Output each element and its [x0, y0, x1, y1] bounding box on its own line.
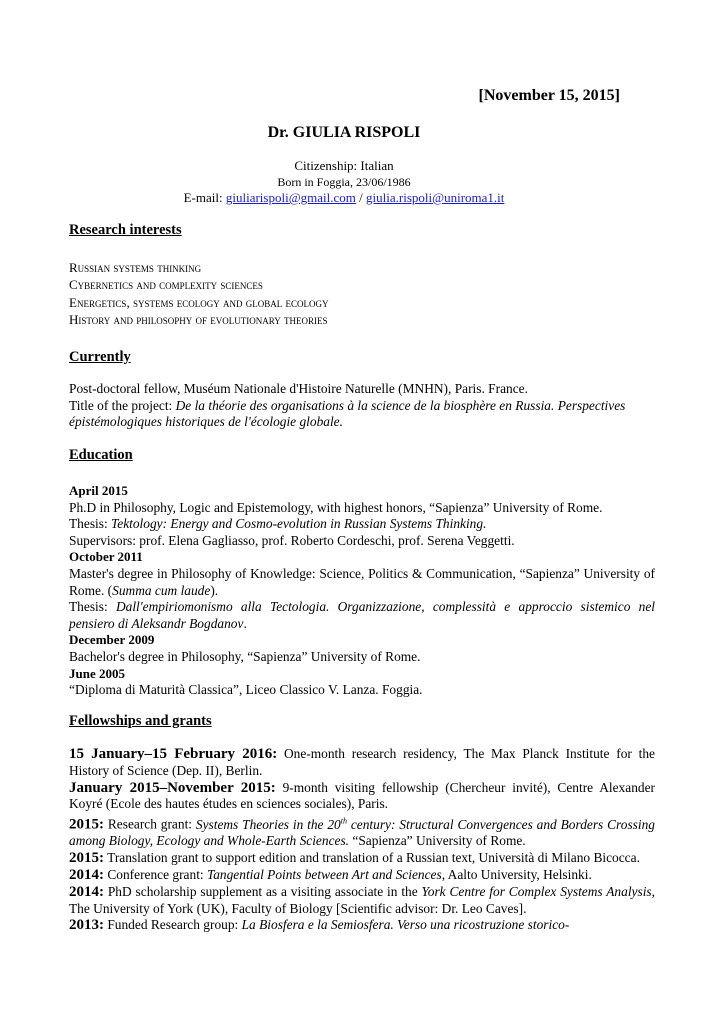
fellowships-section [69, 746, 655, 934]
fellowship-period: 2014: [69, 883, 104, 900]
fellowship-entry [69, 917, 655, 934]
research-interest-item: Russian systems thinking [69, 260, 202, 275]
fellowship-text: , Aalto University, Helsinki. [441, 867, 592, 883]
fellowship-text: Conference grant: [104, 867, 207, 883]
fellowship-entry [69, 884, 655, 918]
thesis-title: Dall'empiriomonismo alla Tectologia. Organizzazione, complessità e approccio sistemico nel pensiero di Aleksandr Bogdanov [69, 599, 656, 631]
degree-text-end: ). [210, 582, 219, 598]
email-line [69, 190, 619, 206]
person-name: Dr. GIULIA RISPOLI [267, 124, 421, 141]
thesis-title: Tektology: Energy and Cosmo-evolution in Russian Systems Thinking. [111, 516, 487, 532]
research-interests-heading: Research interests [69, 222, 182, 238]
education-date: April 2015 [69, 483, 128, 498]
research-interest-item: Energetics, systems ecology and global ecology [69, 294, 329, 310]
fellowship-text: Translation grant to support edition and translation of a Russian text, Università di Milano Bicocca. [104, 850, 640, 866]
email-label: E-mail: [183, 190, 226, 205]
fellowship-period: 2014: [69, 867, 104, 884]
fellowship-period: January 2015–November 2015: [69, 779, 276, 796]
fellowship-title-part: Systems Theories in the 20 [195, 816, 341, 832]
fellowship-title-part: century: Structural Convergences and Borders Crossing among Biology, Ecology and Whole-Earth Sciences. [69, 816, 655, 849]
fellowship-title: La Biosfera e la Semiosfera. Verso una ricostruzione storico- [241, 917, 570, 933]
current-position: Post-doctoral fellow, Muséum Nationale d'Histoire Naturelle (MNHN), Paris. France. [69, 381, 528, 396]
education-degree [69, 566, 655, 599]
education-degree: “Diploma di Maturità Classica”, Liceo Classico V. Lanza. Foggia. [69, 682, 423, 698]
education-date: October 2011 [69, 549, 143, 565]
education-date: December 2009 [69, 632, 155, 648]
project-title-text: De la théorie des organisations à la science de la biosphère en Russia. Perspectives épistémologiques historiques de l'écologie globale. [69, 397, 626, 430]
fellowship-title: York Centre for Complex Systems Analysis [421, 883, 652, 899]
fellowship-entry [69, 746, 655, 780]
education-heading: Education [69, 447, 133, 463]
fellowship-text: 9-month visiting fellowship (Chercheur invité), Centre Alexander Koyré (Ecole des hautes études en sciences sociales), Paris. [69, 779, 655, 812]
education-thesis [69, 599, 655, 632]
email-link-uniroma[interactable]: giulia.rispoli@uniroma1.it [366, 190, 505, 205]
project-title-label: Title of the project: [69, 397, 176, 413]
fellowship-text: Research grant: [104, 816, 196, 832]
degree-text: Master's degree in Philosophy of Knowledge: Science, Politics & Communication, “Sapienza” University of Rome. ( [69, 565, 655, 598]
fellowship-entry [69, 780, 655, 814]
fellowship-text: “Sapienza” University of Rome. [349, 833, 526, 849]
research-interest-item: Cybernetics and complexity sciences [69, 277, 263, 293]
project-title [69, 398, 655, 431]
email-separator: / [355, 190, 367, 205]
fellowship-period: 2015: [69, 850, 104, 867]
fellowship-text: One-month research residency, The Max Planck Institute for the History of Science (Dep. II), Berlin. [69, 746, 655, 778]
currently-heading: Currently [69, 349, 131, 365]
citizenship-text: Citizenship: Italian [294, 158, 394, 173]
fellowship-period: 2015: [69, 816, 104, 833]
education-degree: Bachelor's degree in Philosophy, “Sapienza” University of Rome. [69, 648, 421, 664]
fellowships-heading: Fellowships and grants [69, 713, 212, 729]
document-date: [November 15, 2015] [478, 87, 620, 104]
thesis-label: Thesis: [69, 599, 116, 615]
education-degree: Ph.D in Philosophy, Logic and Epistemology, with highest honors, “Sapienza” University of Rome. [69, 499, 603, 515]
fellowship-entry [69, 813, 655, 850]
research-interests-list [69, 259, 328, 328]
fellowship-entry [69, 850, 655, 867]
research-interest-item: History and philosophy of evolutionary theories [69, 311, 328, 327]
fellowship-entry [69, 867, 655, 884]
fellowship-period: 15 January–15 February 2016: [69, 746, 278, 762]
education-supervisors: Supervisors: prof. Elena Gagliasso, prof. Roberto Cordeschi, prof. Serena Veggetti. [69, 532, 515, 548]
education-section [69, 483, 655, 699]
thesis-end: . [243, 615, 247, 631]
thesis-label: Thesis: [69, 516, 112, 532]
fellowship-period: 2013: [69, 917, 104, 934]
fellowship-title: Tangential Points between Art and Sciences [207, 867, 442, 883]
personal-info [69, 158, 619, 206]
fellowship-text: , The University of York (UK), Faculty of Biology [Scientific advisor: Dr. Leo Caves]. [69, 883, 655, 916]
education-thesis [69, 516, 655, 533]
fellowship-text: PhD scholarship supplement as a visiting associate in the [104, 883, 422, 899]
fellowship-text: Funded Research group: [104, 917, 242, 933]
ordinal-suffix: th [340, 816, 347, 826]
currently-section [69, 381, 655, 431]
degree-honors: Summa cum laude [112, 582, 211, 598]
email-link-gmail[interactable]: giuliarispoli@gmail.com [225, 190, 356, 205]
education-date: June 2005 [69, 665, 125, 681]
birth-text: Born in Foggia, 23/06/1986 [277, 175, 411, 189]
